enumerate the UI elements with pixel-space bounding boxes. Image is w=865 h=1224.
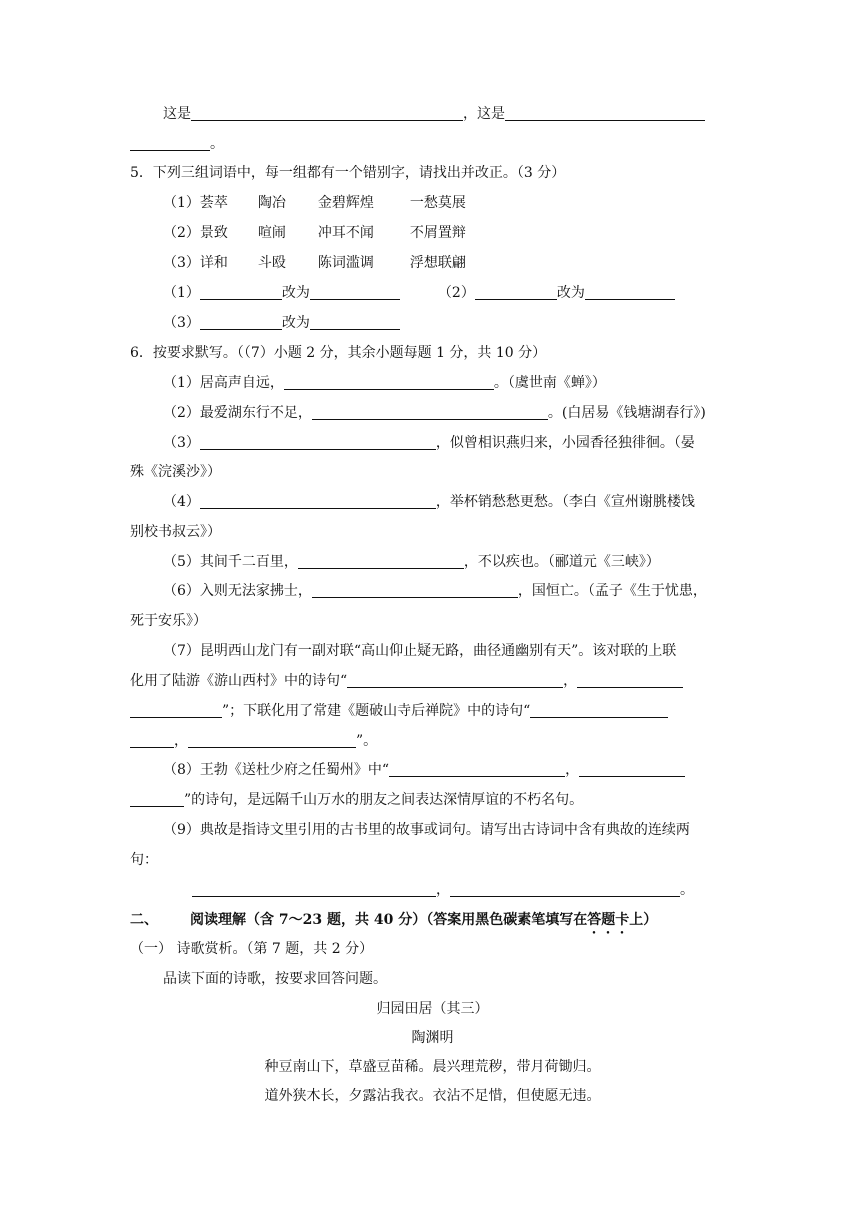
- item-text: （3）: [163, 435, 200, 451]
- punct: 。: [680, 882, 694, 898]
- item-text: ，似曾相识燕归来，小园香径独徘徊。（晏: [435, 435, 695, 451]
- q4-line: [163, 104, 705, 124]
- q6-item-8: [163, 760, 685, 780]
- answer-blank[interactable]: [585, 285, 675, 300]
- answer-blank[interactable]: [200, 494, 436, 509]
- punct: ，: [563, 673, 578, 689]
- q6-item-4: [163, 492, 695, 512]
- answer-blank[interactable]: [579, 762, 685, 777]
- punct: ，: [174, 733, 188, 749]
- section-number: 二、: [130, 912, 158, 928]
- q6-item-7-line-3: [130, 701, 668, 721]
- word: 荟萃: [199, 195, 228, 211]
- answer-blank[interactable]: [577, 673, 683, 688]
- answer-blank[interactable]: [130, 733, 174, 748]
- q6-item-9-cont: 句：: [130, 852, 158, 868]
- poem-line: 种豆南山下，草盛豆苗稀。晨兴理荒秽，带月荷锄归。: [264, 1059, 601, 1075]
- answer-blank[interactable]: [130, 703, 222, 718]
- answer-blank[interactable]: [312, 583, 518, 598]
- q6-item-6-cont: 死于安乐》）: [130, 613, 207, 629]
- section-2-heading: [130, 910, 657, 930]
- answer-number: （3）: [163, 315, 200, 331]
- q6-item-7-line-2: [130, 671, 683, 691]
- answer-blank[interactable]: [298, 554, 464, 569]
- item-text: ”；下联化用了常建《题破山寺后禅院》中的诗句“: [222, 703, 531, 719]
- q5-answer-row-1: [163, 283, 675, 303]
- q6-item-7-line-4: [130, 731, 377, 751]
- q6-item-6: [163, 581, 707, 601]
- answer-blank[interactable]: [130, 792, 184, 807]
- answer-blank[interactable]: [200, 435, 436, 450]
- word: 景致: [199, 225, 228, 241]
- word: 陈词滥调: [317, 255, 374, 271]
- q4-text-b: ，这是: [463, 106, 505, 122]
- q4-text-a: 这是: [163, 106, 191, 122]
- q6-item-2: [163, 403, 706, 423]
- change-label: 改为: [281, 315, 310, 331]
- q6-item-5: [163, 552, 660, 572]
- part-1-title: （一） 诗歌赏析。（第 7 题，共 2 分）: [130, 941, 374, 957]
- item-text: （2）最爱湖东行不足，: [163, 405, 312, 421]
- item-text: ，国恒亡。（孟子《生于忧患，: [517, 583, 707, 599]
- group-number: （1）: [163, 195, 200, 211]
- q6-stem: 6．按要求默写。（（7）小题 2 分，其余小题每题 1 分，共 10 分）: [130, 345, 547, 361]
- change-label: 改为: [556, 285, 585, 301]
- word: 浮想联翩: [409, 255, 466, 271]
- punct: 。: [210, 136, 224, 152]
- item-text: 。（虞世南《蝉》）: [493, 375, 606, 391]
- answer-blank[interactable]: [188, 733, 356, 748]
- answer-blank[interactable]: [389, 762, 565, 777]
- answer-blank[interactable]: [347, 673, 563, 688]
- q5-group-3: [163, 253, 466, 273]
- item-text: 化用了陆游《游山西村》中的诗句“: [130, 673, 348, 689]
- section-title: 阅读理解（含 7～23 题，共 40 分）（答案用黑色碳素笔填写在: [190, 912, 588, 928]
- answer-blank[interactable]: [530, 703, 668, 718]
- item-text: ，举杯销愁愁更愁。（李白《宣州谢朓楼饯: [435, 494, 695, 510]
- item-text: 。(白居易《钱塘湖春行》): [547, 405, 706, 421]
- answer-number: （1）: [163, 285, 200, 301]
- q6-item-9: （9）典故是指诗文里引用的古书里的故事或词句。请写出古诗词中含有典故的连续两: [163, 822, 690, 838]
- answer-blank[interactable]: [310, 285, 400, 300]
- group-number: （3）: [163, 255, 200, 271]
- item-text: ，不以疾也。（郦道元《三峡》）: [463, 554, 660, 570]
- section-title-tail: 上）: [629, 912, 658, 928]
- answer-blank[interactable]: [312, 405, 548, 420]
- change-label: 改为: [281, 285, 310, 301]
- answer-blank[interactable]: [130, 136, 210, 151]
- answer-blank[interactable]: [284, 375, 494, 390]
- q5-answer-row-2: [163, 313, 400, 333]
- word: 金碧辉煌: [317, 195, 374, 211]
- item-text: （5）其间千二百里，: [163, 554, 298, 570]
- punct: ，: [565, 762, 580, 778]
- punct: ”。: [356, 733, 378, 749]
- word: 不屑置辩: [409, 225, 466, 241]
- answer-blank[interactable]: [310, 315, 400, 330]
- poem-title: 归园田居（其三）: [376, 1001, 489, 1017]
- q4-line-2: [130, 134, 224, 154]
- poem-author: 陶渊明: [411, 1030, 454, 1046]
- q6-item-9-answer: [192, 880, 694, 900]
- item-text: （6）入则无法家拂士，: [163, 583, 312, 599]
- word: 冲耳不闻: [317, 225, 374, 241]
- word: 详和: [199, 255, 228, 271]
- group-number: （2）: [163, 225, 200, 241]
- punct: ，: [436, 882, 450, 898]
- q6-item-1: [163, 373, 606, 393]
- answer-blank[interactable]: [475, 285, 557, 300]
- word: 斗殴: [257, 255, 286, 271]
- q6-item-8-cont: [130, 790, 583, 810]
- answer-blank[interactable]: [200, 285, 282, 300]
- poem-line: 道外狭木长，夕露沾我衣。衣沾不足惜，但使愿无违。: [264, 1088, 601, 1104]
- q5-stem: 5．下列三组词语中，每一组都有一个错别字，请找出并改正。（3 分）: [130, 165, 566, 181]
- item-text: （4）: [163, 494, 200, 510]
- emphasized-text: 答题卡: [587, 912, 630, 928]
- word: 喧闹: [257, 225, 286, 241]
- q5-group-2: [163, 223, 466, 243]
- word: 一愁莫展: [409, 195, 466, 211]
- answer-blank[interactable]: [200, 315, 282, 330]
- item-text: ”的诗句，是远隔千山万水的朋友之间表达深情厚谊的不朽名句。: [184, 792, 584, 808]
- q6-item-7: （7）昆明西山龙门有一副对联“高山仰止疑无路，曲径通幽别有天”。该对联的上联: [163, 643, 677, 659]
- q6-item-3-cont: 殊《浣溪沙》）: [130, 464, 221, 480]
- answer-blank[interactable]: [192, 882, 436, 897]
- part-1-intro: 品读下面的诗歌，按要求回答问题。: [163, 971, 387, 987]
- answer-number: （2）: [437, 285, 475, 301]
- answer-blank[interactable]: [450, 882, 680, 897]
- q6-item-4-cont: 别校书叔云》）: [130, 524, 221, 540]
- q5-group-1: [163, 193, 466, 213]
- word: 陶冶: [257, 195, 286, 211]
- item-text: （8）王勃《送杜少府之任蜀州》中“: [163, 762, 390, 778]
- answer-blank[interactable]: [505, 106, 705, 121]
- q6-item-3: [163, 433, 695, 453]
- item-text: （1）居高声自远，: [163, 375, 284, 391]
- answer-blank[interactable]: [191, 106, 463, 121]
